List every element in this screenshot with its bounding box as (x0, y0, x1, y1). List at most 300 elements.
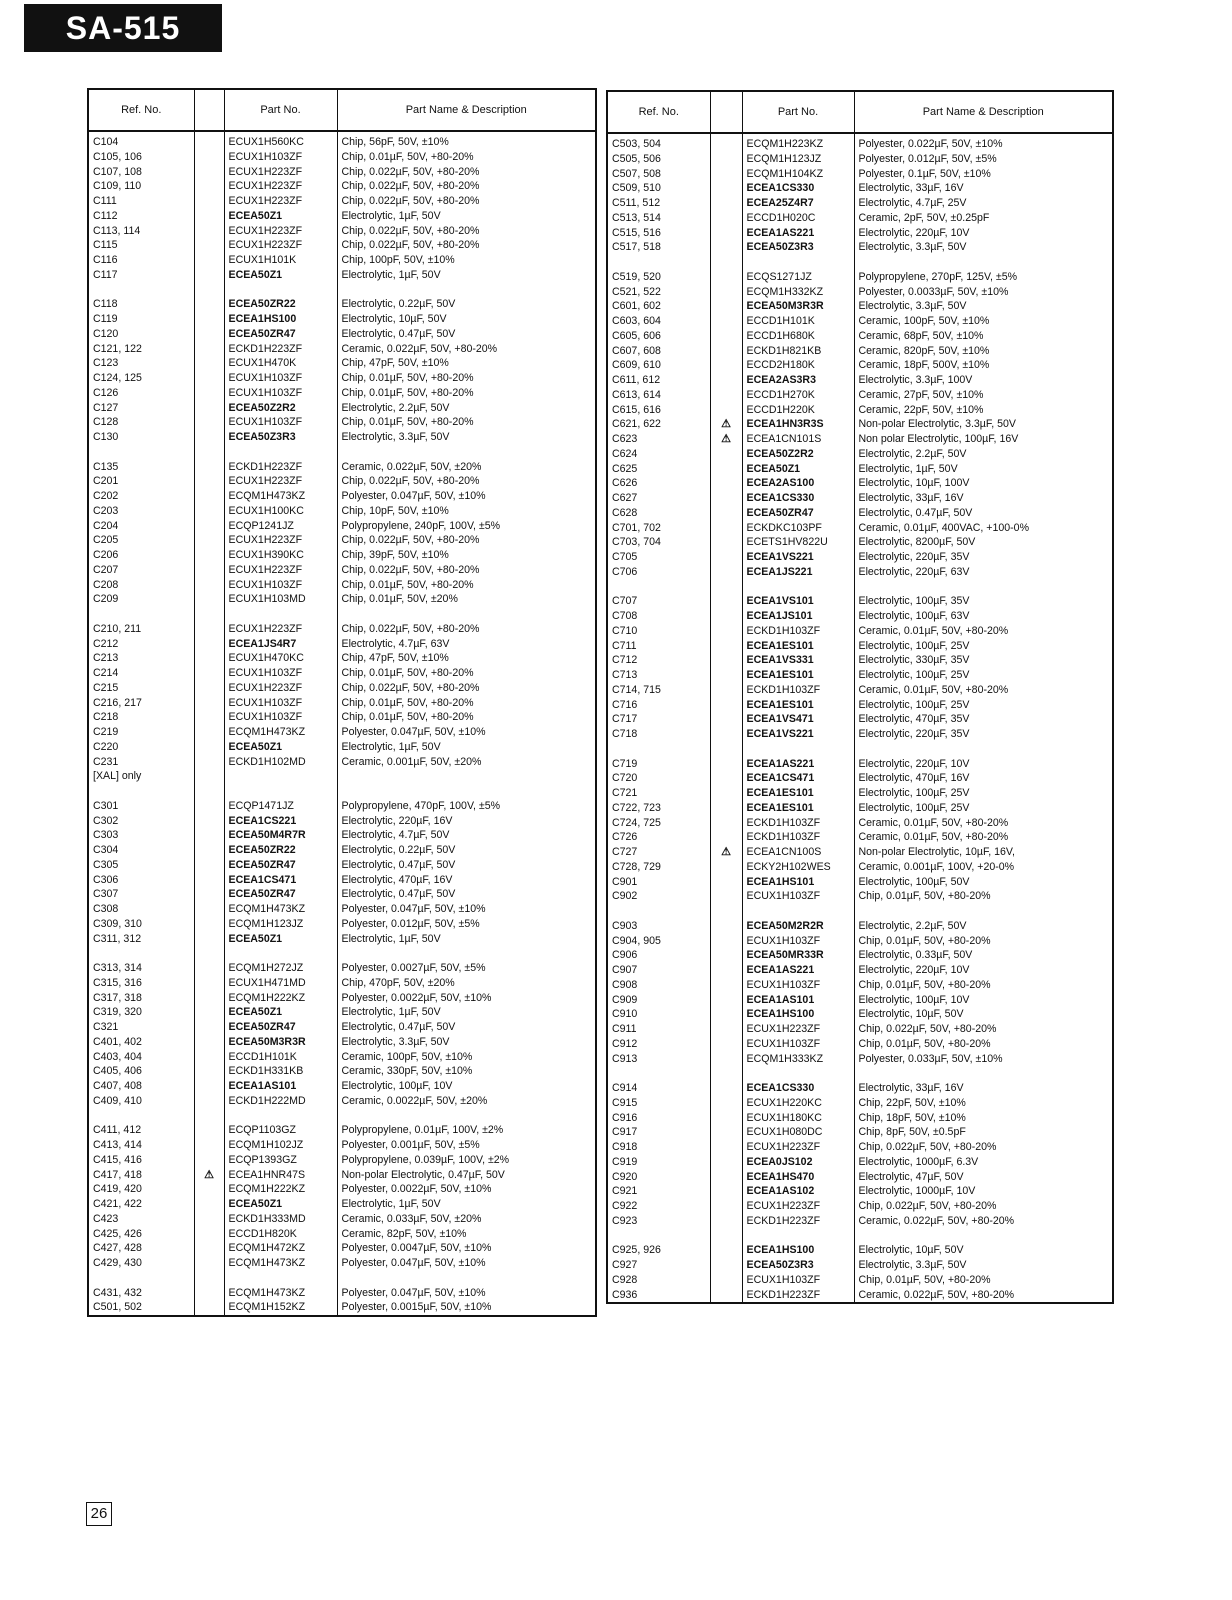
part-no-cell: ECEA50M4R7R (224, 828, 337, 843)
safety-mark-icon (194, 799, 224, 814)
table-row (607, 860, 1113, 875)
description-cell: Ceramic, 0.01µF, 50V, +80-20% (854, 816, 1113, 831)
part-no-cell: ECEA50Z3R3 (742, 240, 854, 255)
part-no-cell: ECEA1CN101S (742, 432, 854, 447)
safety-mark-icon (710, 742, 742, 757)
ref-no-cell: C403, 404 (88, 1050, 194, 1065)
table-row (607, 240, 1113, 255)
description-cell: Chip, 0.01µF, 50V, +80-20% (337, 666, 596, 681)
table-row (607, 1243, 1113, 1258)
table-row (607, 742, 1113, 757)
description-cell: Chip, 0.01µF, 50V, +80-20% (854, 1273, 1113, 1288)
ref-no-cell: C708 (607, 609, 710, 624)
safety-mark-icon (710, 801, 742, 816)
safety-mark-icon (194, 932, 224, 947)
ref-no-cell: C427, 428 (88, 1241, 194, 1256)
ref-no-cell (88, 784, 194, 799)
safety-mark-icon (194, 1079, 224, 1094)
table-row (607, 1184, 1113, 1199)
description-cell: Electrolytic, 0.22µF, 50V (337, 843, 596, 858)
part-no-cell: ECUX1H223ZF (224, 224, 337, 239)
safety-mark-icon (710, 1229, 742, 1244)
description-cell: Electrolytic, 0.47µF, 50V (337, 327, 596, 342)
table-row (88, 902, 596, 917)
part-no-cell: ECEA1VS101 (742, 594, 854, 609)
ref-no-cell: C509, 510 (607, 181, 710, 196)
description-cell: Chip, 0.022µF, 50V, +80-20% (337, 179, 596, 194)
part-no-cell: ECQM1H473KZ (224, 1286, 337, 1301)
part-no-cell: ECKD1H102MD (224, 755, 337, 770)
safety-mark-icon (194, 1256, 224, 1271)
description-cell: Electrolytic, 100µF, 10V (854, 993, 1113, 1008)
safety-mark-icon (710, 1096, 742, 1111)
table-row (88, 1109, 596, 1124)
parts-table-left-body (88, 131, 596, 1316)
description-cell: Electrolytic, 1µF, 50V (337, 209, 596, 224)
safety-mark-icon (194, 1138, 224, 1153)
description-cell: Chip, 0.01µF, 50V, +80-20% (337, 150, 596, 165)
part-no-cell: ECQM1H222KZ (224, 991, 337, 1006)
table-row (88, 386, 596, 401)
description-cell: Electrolytic, 220µF, 35V (854, 727, 1113, 742)
ref-no-cell: C717 (607, 712, 710, 727)
ref-no-cell: C615, 616 (607, 403, 710, 418)
ref-no-cell: C206 (88, 548, 194, 563)
safety-mark-icon (710, 1214, 742, 1229)
part-no-cell: ECEA50ZR47 (224, 858, 337, 873)
safety-mark-icon: ⚠ (710, 432, 742, 447)
table-row (607, 314, 1113, 329)
table-row (88, 519, 596, 534)
part-no-cell: ECEA50ZR22 (224, 843, 337, 858)
safety-mark-icon (194, 474, 224, 489)
part-no-cell: ECEA1CS471 (742, 771, 854, 786)
ref-no-cell: C601, 602 (607, 299, 710, 314)
safety-mark-icon (710, 1288, 742, 1304)
table-row (607, 801, 1113, 816)
description-cell: Chip, 47pF, 50V, ±10% (337, 356, 596, 371)
part-no-cell: ECUX1H101K (224, 253, 337, 268)
table-row (607, 1258, 1113, 1273)
table-row (607, 639, 1113, 654)
ref-no-cell: C910 (607, 1007, 710, 1022)
part-no-cell: ECUX1H223ZF (224, 194, 337, 209)
description-cell: Polyester, 0.0022µF, 50V, ±10% (337, 991, 596, 1006)
safety-mark-icon: ⚠ (710, 417, 742, 432)
table-row (88, 622, 596, 637)
table-row (88, 327, 596, 342)
safety-mark-icon (710, 698, 742, 713)
description-cell: Electrolytic, 100µF, 35V (854, 594, 1113, 609)
part-no-cell: ECQM1H272JZ (224, 961, 337, 976)
safety-mark-icon (194, 873, 224, 888)
ref-no-cell: C425, 426 (88, 1227, 194, 1242)
part-no-cell: ECUX1H223ZF (224, 165, 337, 180)
table-row (88, 460, 596, 475)
table-row (607, 668, 1113, 683)
safety-mark-icon (194, 1064, 224, 1079)
table-row (88, 548, 596, 563)
ref-no-cell: C909 (607, 993, 710, 1008)
table-row (607, 255, 1113, 270)
safety-mark-icon (710, 712, 742, 727)
safety-mark-icon (194, 489, 224, 504)
description-cell: Polypropylene, 0.039µF, 100V, ±2% (337, 1153, 596, 1168)
ref-no-cell: C135 (88, 460, 194, 475)
ref-no-cell: C722, 723 (607, 801, 710, 816)
ref-no-cell: C714, 715 (607, 683, 710, 698)
table-row (88, 415, 596, 430)
table-row (88, 637, 596, 652)
part-no-cell: ECEA50M3R3R (742, 299, 854, 314)
part-no-cell: ECQM1H223KZ (742, 133, 854, 152)
table-row (88, 784, 596, 799)
ref-no-cell (607, 580, 710, 595)
table-row (607, 934, 1113, 949)
ref-no-cell: C216, 217 (88, 696, 194, 711)
ref-no-cell: C624 (607, 447, 710, 462)
ref-no-cell: C126 (88, 386, 194, 401)
ref-no-cell: C411, 412 (88, 1123, 194, 1138)
table-row (88, 1050, 596, 1065)
description-cell: Ceramic, 0.022µF, 50V, +80-20% (337, 342, 596, 357)
safety-mark-icon (194, 253, 224, 268)
table-row (88, 150, 596, 165)
description-cell: Polyester, 0.012µF, 50V, ±5% (337, 917, 596, 932)
table-row (88, 1197, 596, 1212)
table-row (607, 830, 1113, 845)
safety-mark-icon (710, 668, 742, 683)
part-no-cell: ECKD1H103ZF (742, 816, 854, 831)
part-no-cell: ECUX1H223ZF (224, 681, 337, 696)
description-cell: Chip, 0.022µF, 50V, +80-20% (337, 165, 596, 180)
header-safety (710, 91, 742, 133)
part-no-cell: ECCD1H270K (742, 388, 854, 403)
ref-no-cell (607, 742, 710, 757)
description-cell: Electrolytic, 3.3µF, 50V (854, 299, 1113, 314)
description-cell: Polypropylene, 240pF, 100V, ±5% (337, 519, 596, 534)
safety-mark-icon (194, 548, 224, 563)
safety-mark-icon (194, 814, 224, 829)
safety-mark-icon (194, 1123, 224, 1138)
description-cell: Chip, 8pF, 50V, ±0.5pF (854, 1125, 1113, 1140)
part-no-cell: ECEA50ZR22 (224, 297, 337, 312)
safety-mark-icon (710, 344, 742, 359)
table-row (607, 133, 1113, 152)
part-no-cell: ECEA1VS221 (742, 550, 854, 565)
part-no-cell: ECQM1H473KZ (224, 725, 337, 740)
safety-mark-icon (194, 1109, 224, 1124)
part-no-cell: ECEA50ZR47 (224, 327, 337, 342)
safety-mark-icon (194, 386, 224, 401)
ref-no-cell: C609, 610 (607, 358, 710, 373)
description-cell: Non-polar Electrolytic, 3.3µF, 50V (854, 417, 1113, 432)
table-row (607, 447, 1113, 462)
table-row (88, 1271, 596, 1286)
description-cell: Electrolytic, 470µF, 16V (854, 771, 1113, 786)
ref-no-cell: C305 (88, 858, 194, 873)
safety-mark-icon (194, 194, 224, 209)
safety-mark-icon (194, 651, 224, 666)
ref-no-cell: C920 (607, 1170, 710, 1185)
part-no-cell: ECEA1HS470 (742, 1170, 854, 1185)
table-row (88, 1227, 596, 1242)
safety-mark-icon (194, 991, 224, 1006)
description-cell: Electrolytic, 8200µF, 50V (854, 535, 1113, 550)
table-row (88, 755, 596, 770)
safety-mark-icon (194, 622, 224, 637)
ref-no-cell: C109, 110 (88, 179, 194, 194)
table-row (607, 757, 1113, 772)
table-row (88, 681, 596, 696)
description-cell: Polyester, 0.0015µF, 50V, ±10% (337, 1300, 596, 1316)
part-no-cell (224, 769, 337, 784)
description-cell (337, 784, 596, 799)
ref-no-cell: C513, 514 (607, 211, 710, 226)
ref-no-cell: C728, 729 (607, 860, 710, 875)
ref-no-cell: C219 (88, 725, 194, 740)
table-row (88, 725, 596, 740)
safety-mark-icon (710, 580, 742, 595)
safety-mark-icon (710, 1155, 742, 1170)
ref-no-cell: C120 (88, 327, 194, 342)
description-cell: Polyester, 0.012µF, 50V, ±5% (854, 152, 1113, 167)
part-no-cell: ECUX1H103ZF (742, 934, 854, 949)
part-no-cell: ECEA50Z1 (224, 268, 337, 283)
description-cell: Electrolytic, 33µF, 16V (854, 1081, 1113, 1096)
table-row (607, 1170, 1113, 1185)
table-row (607, 1111, 1113, 1126)
description-cell: Electrolytic, 2.2µF, 50V (337, 401, 596, 416)
safety-mark-icon (710, 1066, 742, 1081)
part-no-cell (742, 580, 854, 595)
part-no-cell: ECQM1H222KZ (224, 1182, 337, 1197)
part-no-cell: ECUX1H223ZF (224, 179, 337, 194)
description-cell: Ceramic, 100pF, 50V, ±10% (337, 1050, 596, 1065)
table-row (607, 358, 1113, 373)
table-row (607, 1007, 1113, 1022)
part-no-cell: ECEA1VS221 (742, 727, 854, 742)
part-no-cell: ECCD1H820K (224, 1227, 337, 1242)
ref-no-cell: C123 (88, 356, 194, 371)
ref-no-cell: C419, 420 (88, 1182, 194, 1197)
table-row (88, 592, 596, 607)
ref-no-cell: C503, 504 (607, 133, 710, 152)
description-cell: Chip, 0.01µF, 50V, +80-20% (337, 710, 596, 725)
safety-mark-icon (194, 519, 224, 534)
table-row (607, 1199, 1113, 1214)
ref-no-cell: C726 (607, 830, 710, 845)
table-row (88, 961, 596, 976)
ref-no-cell: C917 (607, 1125, 710, 1140)
table-row (607, 211, 1113, 226)
ref-no-cell: C209 (88, 592, 194, 607)
description-cell: Chip, 470pF, 50V, ±20% (337, 976, 596, 991)
description-cell: Chip, 0.01µF, 50V, +80-20% (854, 889, 1113, 904)
ref-no-cell: C304 (88, 843, 194, 858)
ref-no-cell: C903 (607, 919, 710, 934)
description-cell: Electrolytic, 0.33µF, 50V (854, 948, 1113, 963)
part-no-cell: ECKD1H103ZF (742, 624, 854, 639)
ref-no-cell: C118 (88, 297, 194, 312)
part-no-cell: ECEA50ZR47 (224, 887, 337, 902)
description-cell (854, 255, 1113, 270)
ref-no-cell: C711 (607, 639, 710, 654)
safety-mark-icon (710, 373, 742, 388)
page-number: 26 (86, 1502, 112, 1526)
table-row (607, 181, 1113, 196)
ref-no-cell: C628 (607, 506, 710, 521)
safety-mark-icon (710, 889, 742, 904)
description-cell: Chip, 0.01µF, 50V, +80-20% (337, 696, 596, 711)
part-no-cell: ECUX1H180KC (742, 1111, 854, 1126)
table-row (88, 799, 596, 814)
ref-no-cell: C202 (88, 489, 194, 504)
table-row (88, 253, 596, 268)
table-row (88, 843, 596, 858)
description-cell: Electrolytic, 3.3µF, 50V (337, 1035, 596, 1050)
description-cell: Chip, 56pF, 50V, ±10% (337, 131, 596, 150)
ref-no-cell: C311, 312 (88, 932, 194, 947)
description-cell: Ceramic, 0.0022µF, 50V, ±20% (337, 1094, 596, 1109)
safety-mark-icon (194, 312, 224, 327)
part-no-cell: ECQP1103GZ (224, 1123, 337, 1138)
table-row (607, 506, 1113, 521)
table-row (88, 1182, 596, 1197)
safety-mark-icon (710, 1081, 742, 1096)
description-cell: Electrolytic, 4.7µF, 50V (337, 828, 596, 843)
description-cell: Electrolytic, 47µF, 50V (854, 1170, 1113, 1185)
table-row (88, 1079, 596, 1094)
description-cell: Polyester, 0.047µF, 50V, ±10% (337, 1286, 596, 1301)
description-cell: Chip, 0.022µF, 50V, +80-20% (854, 1199, 1113, 1214)
ref-no-cell: C309, 310 (88, 917, 194, 932)
description-cell: Ceramic, 820pF, 50V, ±10% (854, 344, 1113, 359)
table-row (607, 963, 1113, 978)
part-no-cell: ECEA1JS4R7 (224, 637, 337, 652)
description-cell: Electrolytic, 470µF, 35V (854, 712, 1113, 727)
header-ref-no: Ref. No. (607, 91, 710, 133)
table-row (607, 653, 1113, 668)
part-no-cell: ECUX1H103ZF (742, 978, 854, 993)
ref-no-cell: C210, 211 (88, 622, 194, 637)
part-no-cell: ECUX1H100KC (224, 504, 337, 519)
part-no-cell: ECEA50M2R2R (742, 919, 854, 934)
safety-mark-icon (194, 283, 224, 298)
description-cell: Electrolytic, 1µF, 50V (337, 268, 596, 283)
table-row (607, 919, 1113, 934)
table-row (607, 403, 1113, 418)
safety-mark-icon (194, 327, 224, 342)
table-row (88, 1035, 596, 1050)
safety-mark-icon (194, 725, 224, 740)
safety-mark-icon (710, 491, 742, 506)
description-cell (337, 769, 596, 784)
safety-mark-icon (194, 563, 224, 578)
description-cell: Electrolytic, 220µF, 10V (854, 757, 1113, 772)
ref-no-cell: [XAL] only (88, 769, 194, 784)
description-cell (337, 1109, 596, 1124)
description-cell: Electrolytic, 10µF, 100V (854, 476, 1113, 491)
description-cell: Polypropylene, 0.01µF, 100V, ±2% (337, 1123, 596, 1138)
description-cell: Electrolytic, 3.3µF, 50V (337, 430, 596, 445)
safety-mark-icon (194, 696, 224, 711)
parts-table-right (606, 90, 1114, 1304)
ref-no-cell: C115 (88, 238, 194, 253)
part-no-cell: ECEA50MR33R (742, 948, 854, 963)
safety-mark-icon (710, 1170, 742, 1185)
description-cell: Ceramic, 27pF, 50V, ±10% (854, 388, 1113, 403)
table-row (607, 462, 1113, 477)
ref-no-cell: C916 (607, 1111, 710, 1126)
safety-mark-icon (194, 784, 224, 799)
table-row (607, 565, 1113, 580)
ref-no-cell: C719 (607, 757, 710, 772)
ref-no-cell: C128 (88, 415, 194, 430)
description-cell: Electrolytic, 100µF, 25V (854, 801, 1113, 816)
description-cell: Non-polar Electrolytic, 0.47µF, 50V (337, 1168, 596, 1183)
ref-no-cell: C315, 316 (88, 976, 194, 991)
safety-mark-icon (710, 535, 742, 550)
description-cell: Electrolytic, 33µF, 16V (854, 181, 1113, 196)
safety-mark-icon (194, 165, 224, 180)
ref-no-cell: C507, 508 (607, 167, 710, 182)
safety-mark-icon (710, 506, 742, 521)
safety-mark-icon (710, 270, 742, 285)
part-no-cell: ECKD1H222MD (224, 1094, 337, 1109)
part-no-cell: ECEA50Z3R3 (742, 1258, 854, 1273)
table-row (607, 550, 1113, 565)
part-no-cell: ECKY2H102WES (742, 860, 854, 875)
part-no-cell: ECCD1H101K (742, 314, 854, 329)
part-no-cell: ECQM1H333KZ (742, 1052, 854, 1067)
table-row (607, 152, 1113, 167)
table-row (88, 887, 596, 902)
description-cell (337, 607, 596, 622)
table-row (607, 771, 1113, 786)
part-no-cell (224, 784, 337, 799)
safety-mark-icon: ⚠ (710, 845, 742, 860)
part-no-cell: ECEA1VS331 (742, 653, 854, 668)
part-no-cell: ECQM1H104KZ (742, 167, 854, 182)
part-no-cell: ECETS1HV822U (742, 535, 854, 550)
part-no-cell (224, 946, 337, 961)
description-cell: Electrolytic, 330µF, 35V (854, 653, 1113, 668)
table-row (607, 875, 1113, 890)
part-no-cell: ECKD1H223ZF (742, 1288, 854, 1304)
safety-mark-icon (710, 196, 742, 211)
ref-no-cell: C922 (607, 1199, 710, 1214)
ref-no-cell: C124, 125 (88, 371, 194, 386)
safety-mark-icon (710, 462, 742, 477)
description-cell (337, 1271, 596, 1286)
safety-mark-icon (710, 624, 742, 639)
safety-mark-icon (710, 240, 742, 255)
ref-no-cell: C117 (88, 268, 194, 283)
part-no-cell: ECEA1AS102 (742, 1184, 854, 1199)
table-row (88, 533, 596, 548)
table-row (607, 889, 1113, 904)
ref-no-cell: C303 (88, 828, 194, 843)
ref-no-cell (88, 1271, 194, 1286)
description-cell: Chip, 0.01µF, 50V, +80-20% (854, 978, 1113, 993)
safety-mark-icon (710, 255, 742, 270)
part-no-cell (742, 1066, 854, 1081)
part-no-cell: ECEA1AS101 (224, 1079, 337, 1094)
description-cell: Non polar Electrolytic, 100µF, 16V (854, 432, 1113, 447)
ref-no-cell: C429, 430 (88, 1256, 194, 1271)
ref-no-cell (88, 445, 194, 460)
